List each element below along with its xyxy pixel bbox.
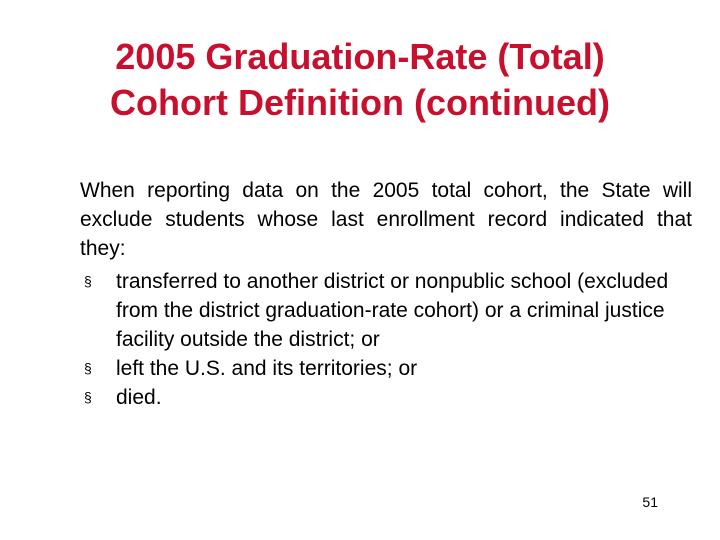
slide-body bbox=[80, 176, 692, 412]
bullet-icon: § bbox=[84, 273, 92, 289]
slide-title bbox=[40, 34, 680, 126]
bullet-text: transferred to another district or nonpublic school (excluded from the district graduation-rate cohort) or a criminal justice facility outside the district; or bbox=[116, 270, 669, 351]
bullet-text: left the U.S. and its territories; or bbox=[116, 357, 418, 380]
list-item bbox=[80, 383, 692, 412]
list-item bbox=[80, 267, 692, 354]
bullet-icon: § bbox=[84, 389, 92, 405]
intro-paragraph: When reporting data on the 2005 total cohort, the State will exclude students whose last enrollment record indicated that they: bbox=[80, 179, 692, 260]
page-number: 51 bbox=[642, 494, 658, 510]
bullet-text: died. bbox=[116, 386, 162, 409]
title-line-1: 2005 Graduation-Rate (Total) bbox=[115, 36, 605, 77]
title-line-2: Cohort Definition (continued) bbox=[110, 82, 610, 123]
bullet-icon: § bbox=[84, 360, 92, 376]
bullet-list bbox=[80, 267, 692, 412]
list-item bbox=[80, 354, 692, 383]
